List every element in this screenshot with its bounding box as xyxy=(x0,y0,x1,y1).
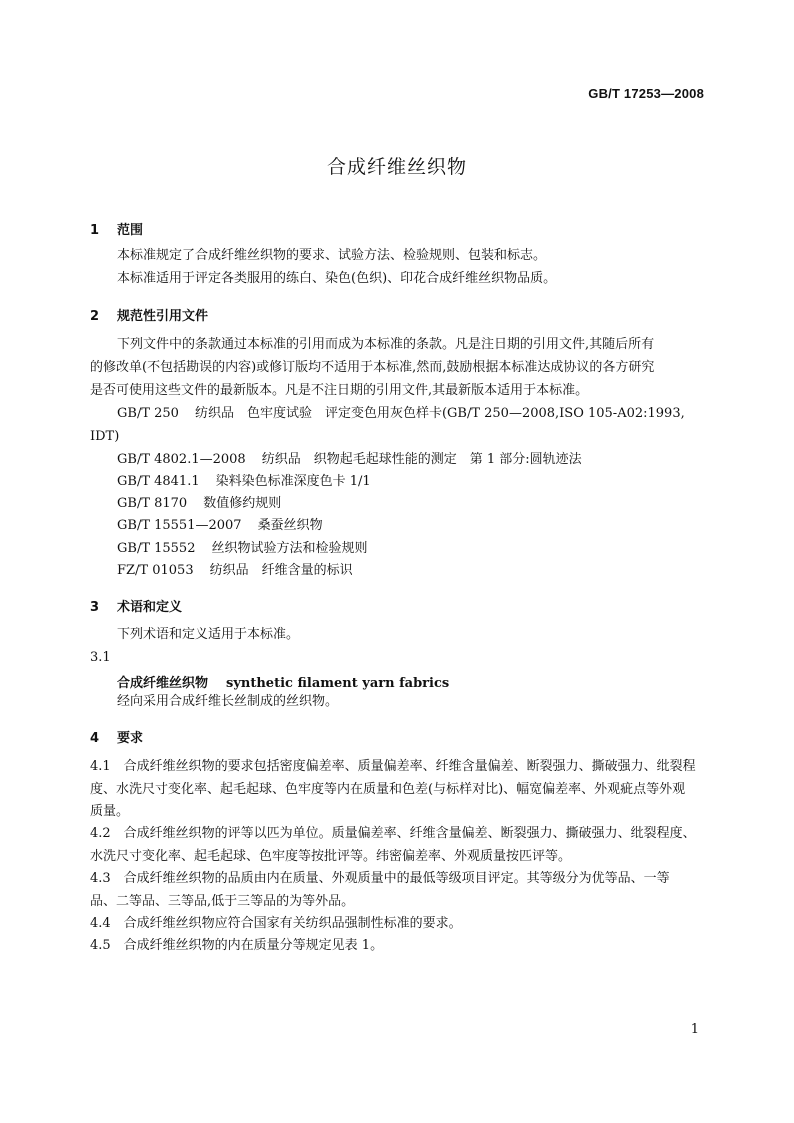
term-definition: 经向采用合成纤维长丝制成的丝织物。 xyxy=(117,694,339,709)
reference-item xyxy=(117,538,368,561)
paragraph: 本标准适用于评定各类服用的练白、染色(色织)、印花合成纤维丝织物品质。 xyxy=(117,271,557,286)
section-number: 2 xyxy=(90,309,100,324)
paragraph: 本标准规定了合成纤维丝织物的要求、试验方法、检验规则、包装和标志。 xyxy=(117,248,547,263)
document-title: 合成纤维丝织物 xyxy=(326,156,467,178)
clause-line: 4.2 合成纤维丝织物的评等以匹为单位。质量偏差率、纤维含量偏差、断裂强力、撕破强力、纰裂程度、 xyxy=(90,826,696,841)
reference-item xyxy=(117,515,323,538)
clause-line: 4.4 合成纤维丝织物应符合国家有关纺织品强制性标准的要求。 xyxy=(90,916,462,931)
reference-item xyxy=(117,493,281,516)
reference-code: GB/T 4802.1—2008 xyxy=(117,452,246,467)
section-number: 3 xyxy=(90,600,100,615)
section-title: 范围 xyxy=(117,223,144,238)
clause-line: 度、水洗尺寸变化率、起毛起球、色牢度等内在质量和色差(与标样对比)、幅宽偏差率、外观疵点等外观 xyxy=(90,782,686,797)
clause-line: 4.3 合成纤维丝织物的品质由内在质量、外观质量中的最低等级项目评定。其等级分为优等品、一等 xyxy=(90,871,670,886)
reference-title: 数值修约规则 xyxy=(203,496,282,511)
clause-line: 4.1 合成纤维丝织物的要求包括密度偏差率、质量偏差率、纤维含量偏差、断裂强力、撕破强力、纰裂程 xyxy=(90,759,696,774)
reference-code: GB/T 4841.1 xyxy=(117,474,200,489)
section-heading-normative-references xyxy=(90,305,208,324)
term-chinese: 合成纤维丝织物 xyxy=(117,676,209,691)
paragraph-line: 下列文件中的条款通过本标准的引用而成为本标准的条款。凡是注日期的引用文件,其随后所有 xyxy=(117,337,655,352)
reference-item xyxy=(117,403,685,426)
section-heading-scope xyxy=(90,219,143,238)
standard-number: GB/T 17253—2008 xyxy=(588,86,704,101)
paragraph-line: 的修改单(不包括勘误的内容)或修订版均不适用于本标准,然而,鼓励根据本标准达成协议的各方研究 xyxy=(90,360,655,375)
term-entry xyxy=(117,672,449,691)
reference-title: 染料染色标准深度色卡 1/1 xyxy=(215,474,371,489)
term-number: 3.1 xyxy=(90,650,111,665)
reference-code: GB/T 15551—2007 xyxy=(117,518,242,533)
section-number: 4 xyxy=(90,731,100,746)
reference-title: 丝织物试验方法和检验规则 xyxy=(211,541,368,556)
page-number: 1 xyxy=(690,1022,699,1037)
section-heading-requirements xyxy=(90,727,143,746)
clause-line: 质量。 xyxy=(90,804,130,819)
reference-item xyxy=(117,471,371,494)
reference-title: 纺织品 纤维含量的标识 xyxy=(209,563,353,578)
reference-continuation: IDT) xyxy=(90,429,120,444)
reference-item xyxy=(117,449,582,472)
reference-item xyxy=(117,560,353,583)
reference-title: 纺织品 色牢度试验 评定变色用灰色样卡(GB/T 250—2008,ISO 105-A02:1993, xyxy=(194,406,685,421)
section-number: 1 xyxy=(90,223,100,238)
clause-line: 品、二等品、三等品,低于三等品的为等外品。 xyxy=(90,894,355,909)
reference-code: GB/T 8170 xyxy=(117,496,188,511)
reference-code: FZ/T 01053 xyxy=(117,563,194,578)
term-english: synthetic filament yarn fabrics xyxy=(226,676,450,691)
paragraph-line: 是否可使用这些文件的最新版本。凡是不注日期的引用文件,其最新版本适用于本标准。 xyxy=(90,383,589,398)
paragraph: 下列术语和定义适用于本标准。 xyxy=(117,627,300,642)
section-title: 要求 xyxy=(117,731,144,746)
clause-line: 水洗尺寸变化率、起毛起球、色牢度等按批评等。纬密偏差率、外观质量按匹评等。 xyxy=(90,849,572,864)
reference-code: GB/T 15552 xyxy=(117,541,196,556)
section-title: 术语和定义 xyxy=(117,600,183,615)
reference-code: GB/T 250 xyxy=(117,406,179,421)
section-title: 规范性引用文件 xyxy=(117,309,209,324)
reference-title: 桑蚕丝织物 xyxy=(257,518,323,533)
reference-title: 纺织品 织物起毛起球性能的测定 第 1 部分:圆轨迹法 xyxy=(261,452,582,467)
section-heading-terms xyxy=(90,596,182,615)
clause-line: 4.5 合成纤维丝织物的内在质量分等规定见表 1。 xyxy=(90,938,384,953)
